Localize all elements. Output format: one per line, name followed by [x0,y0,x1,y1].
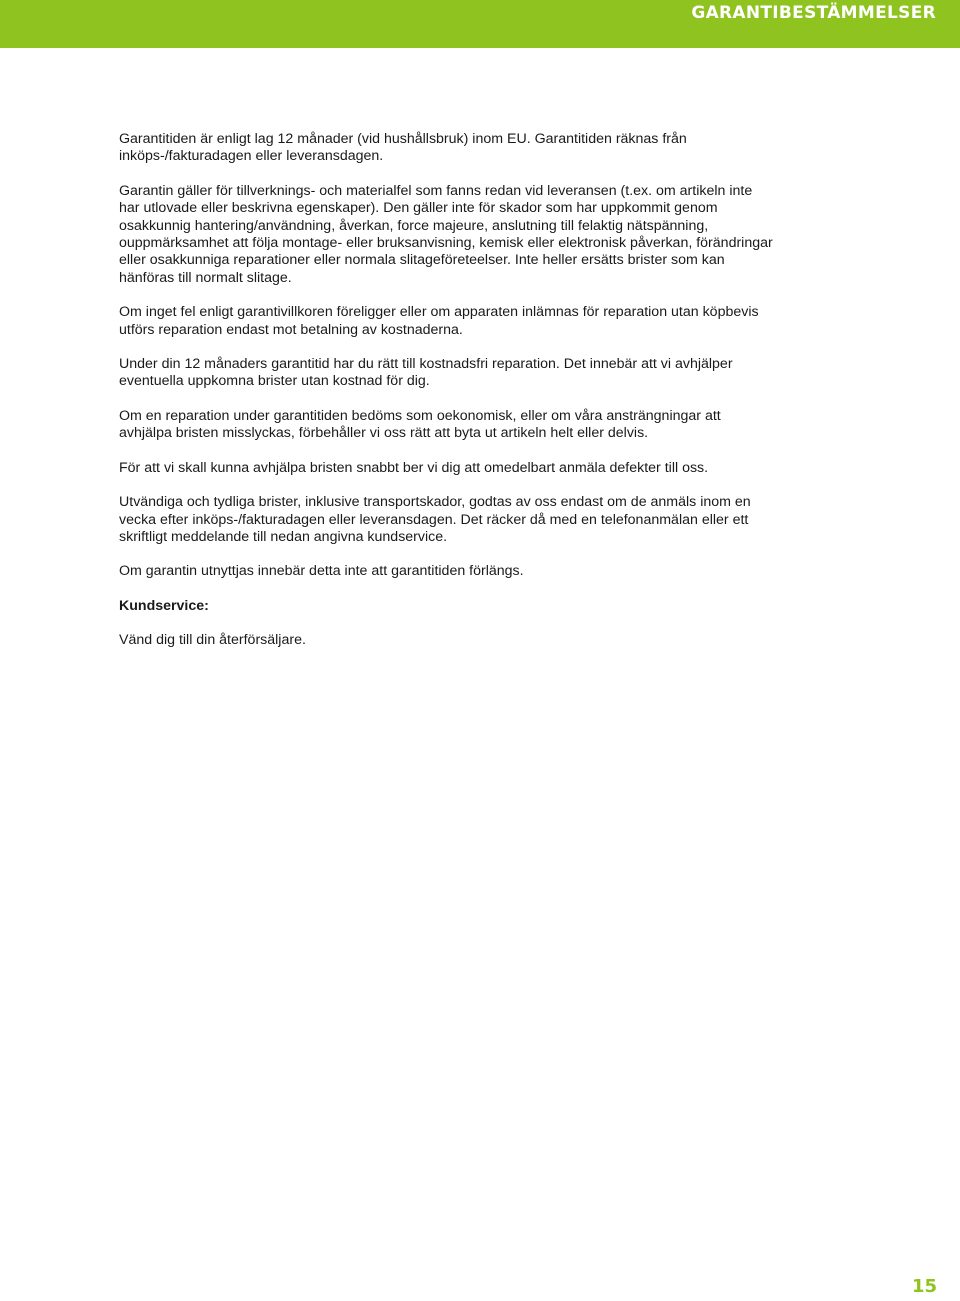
page-title: GARANTIBESTÄMMELSER [691,3,936,23]
header-bar [0,0,960,48]
customer-service-text: Vänd dig till din återförsäljare. [119,632,306,649]
paragraph-report-defects: För att vi skall kunna avhjälpa bristen snabbt ber vi dig att omedelbart anmäla defekter till oss. [119,459,709,476]
paragraph-warranty-scope: Garantin gäller för tillverknings- och materialfel som fanns redan vid leveransen (t.ex. om artikeln inte har utlovade eller beskrivna egenskaper). Den gäller inte för skador som har uppkommit genom osakkunnig hantering/användning, åverkan, force majeure, anslutning till felaktig nätspänning, ouppmärksamhet att följa montage- eller bruksanvisning, kemisk eller elektronisk påverkan, förändringar eller osakkunniga reparationer eller normala slitageföreteelser. Inte heller ersätts brister som kan hänföras till normalt slitage. [119,182,773,286]
paragraph-no-defect: Om inget fel enligt garantivillkoren föreligger eller om apparaten inlämnas för reparation utan köpbevis utförs reparation endast mot betalning av kostnaderna. [119,304,759,338]
page-number: 15 [911,1276,937,1297]
customer-service-heading: Kundservice: [119,597,209,614]
paragraph-warranty-period: Garantitiden är enligt lag 12 månader (vid hushållsbruk) inom EU. Garantitiden räknas från inköps-/fakturadagen eller leveransdagen. [119,131,687,165]
document-body [119,131,774,667]
paragraph-no-extension: Om garantin utnyttjas innebär detta inte att garantitiden förlängs. [119,563,524,580]
paragraph-visible-defects: Utvändiga och tydliga brister, inklusive transportskador, godtas av oss endast om de anmäls inom en vecka efter inköps-/fakturadagen eller leveransdagen. Det räcker då med en telefonanmälan eller ett skriftligt meddelande till nedan angivna kundservice. [119,494,751,545]
paragraph-replacement: Om en reparation under garantitiden bedöms som oekonomisk, eller om våra ansträngningar att avhjälpa bristen misslyckas, förbehåller vi oss rätt att byta ut artikeln helt eller delvis. [119,407,721,442]
paragraph-free-repair: Under din 12 månaders garantitid har du rätt till kostnadsfri reparation. Det innebär att vi avhjälper eventuella uppkomna brister utan kostnad för dig. [119,356,733,390]
